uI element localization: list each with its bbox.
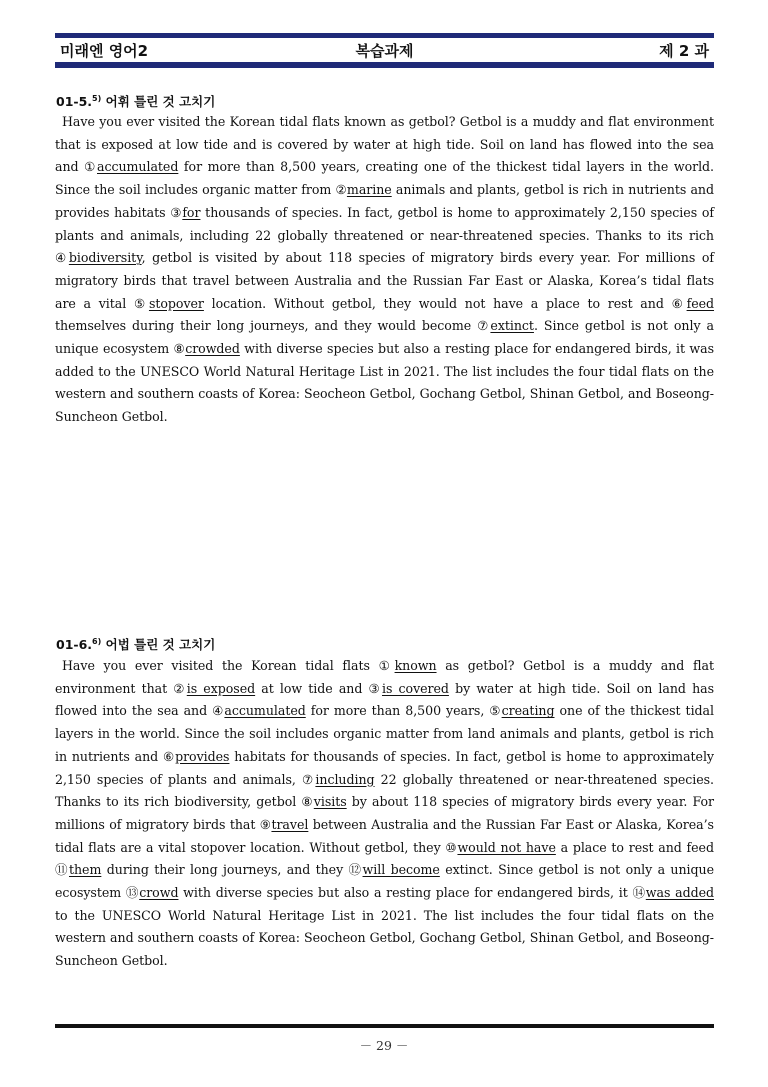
underlined-item: for: [182, 204, 201, 220]
assignment-title: 복습과제: [355, 42, 414, 60]
textbook-name: 미래엔 영어2: [60, 42, 149, 60]
passage-text: with diverse species but also a resting place for endangered birds, it: [178, 885, 633, 901]
passage-text: to the UNESCO World Natural Heritage List in 2021. The list includes the four tidal flats on the western and southern coasts of Korea: Seocheon Getbol, Gochang Getbol, Shinan Getbol, and Boseong-Suncheon Getbol.: [55, 907, 714, 969]
footer-rule: [55, 1024, 714, 1028]
page-header: [58, 40, 711, 62]
passage-text: a place to rest and feed: [555, 839, 714, 855]
underlined-item: visits: [313, 794, 347, 810]
underlined-item: biodiversity: [68, 250, 142, 266]
item-number: ①: [84, 159, 97, 175]
underlined-item: travel: [271, 816, 309, 832]
passage-text: habitats for thousands of species. In fact, getbol is home to approximately 2,150 species of plants and animals,: [55, 748, 714, 787]
passage-text: . Since getbol is not only a unique ecosystem: [55, 318, 714, 357]
item-number: ⑧: [173, 341, 186, 357]
underlined-item: accumulated: [224, 703, 306, 719]
section-heading: 어법 틀린 것 고치기: [105, 637, 216, 652]
passage-text: at low tide and: [255, 680, 369, 696]
passage-text: thousands of species. In fact, getbol is home to approximately 2,150 species of plants and animals, including 22 globally threatened or near-threatened species. Thanks to its rich: [55, 204, 714, 243]
passage-text: extinct. Since getbol is not only a unique ecosystem: [55, 862, 715, 901]
item-number: ⑧: [301, 794, 314, 810]
section-title: [56, 90, 215, 111]
item-number: ⑦: [477, 318, 491, 334]
passage-text: 22 globally threatened or near-threatened species. Thanks to its rich biodiversity, getbol: [55, 771, 715, 810]
passage-text: by water at high tide. Soil on land has flowed into the sea and: [55, 680, 715, 719]
item-number: ②: [335, 182, 347, 198]
item-number: ⑤: [489, 703, 502, 719]
underlined-item: was added: [645, 885, 715, 901]
passage-text: between Australia and the Russian Far East or Alaska, Korea’s tidal flats are a vital stopover location. Without getbol, they: [55, 816, 714, 855]
passage-text: as getbol? Getbol is a muddy and flat environment that: [55, 658, 714, 696]
passage-text: themselves during their long journeys, and they would become: [55, 318, 478, 334]
item-number: ⑪: [55, 862, 69, 878]
underlined-item: crowd: [139, 885, 179, 901]
underlined-item: feed: [686, 295, 715, 311]
passage-text: Have you ever visited the Korean tidal flats: [62, 658, 379, 673]
item-number: ⑦: [301, 771, 316, 787]
underlined-item: would not have: [457, 839, 556, 855]
section-title: [56, 633, 215, 654]
section-heading: 어휘 틀린 것 고치기: [105, 94, 216, 109]
item-number: ⑫: [348, 862, 363, 878]
passage-text: one of the thickest tidal layers in the world. Since the soil includes organic matter from land animals and plants, getbol is rich in nutrients and: [55, 703, 714, 764]
passage-text: by about 118 species of migratory birds every year. For millions of migratory birds that: [55, 794, 714, 832]
item-number: ⑭: [632, 885, 646, 901]
underlined-item: is covered: [382, 680, 449, 696]
passage-text: for more than 8,500 years, creating one of the thickest tidal layers in the world. Since the soil includes organic matter from: [55, 159, 715, 198]
header-top-rule: [55, 33, 714, 38]
page-number: － 29 －: [359, 1038, 409, 1053]
underlined-item: including: [315, 771, 375, 787]
passage-text: with diverse species but also a resting place for endangered birds, it was added to the UNESCO World Natural Heritage List in 2021. The list includes the four tidal flats on the western and southern coasts of Korea: Seocheon Getbol, Gochang Getbol, Shinan Getbol, and Boseong-Suncheon Getbol.: [55, 341, 715, 425]
item-number: ④: [212, 703, 225, 719]
footnote-marker: 6): [92, 637, 102, 646]
underlined-item: extinct: [490, 318, 534, 334]
item-number: ⑬: [125, 885, 140, 901]
header-bottom-rule: [55, 62, 714, 68]
item-number: ⑤: [133, 295, 149, 311]
section-number: 01-6.: [56, 637, 93, 652]
passage-text: , getbol is visited by about 118 species of migratory birds every year. For millions of migratory birds that travel between Australia and the Russian Far East or Alaska, Korea’s tidal flats are a vital: [55, 250, 714, 311]
passage-paragraph: [55, 111, 714, 429]
lesson-number: 제 2 과: [659, 42, 709, 60]
passage-text: animals and plants, getbol is rich in nutrients and provides habitats: [55, 182, 714, 220]
footnote-marker: 5): [92, 94, 102, 103]
item-number: ⑥: [162, 748, 176, 764]
passage-text: location. Without getbol, they would not have a place to rest and: [203, 295, 672, 311]
item-number: ⑨: [259, 816, 272, 832]
underlined-item: creating: [501, 703, 555, 719]
underlined-item: provides: [175, 748, 230, 764]
underlined-item: them: [68, 862, 102, 878]
item-number: ⑥: [671, 295, 687, 311]
passage-text: during their long journeys, and they: [101, 862, 349, 878]
underlined-item: known: [394, 658, 437, 673]
underlined-item: crowded: [185, 341, 240, 357]
passage-text: Have you ever visited the Korean tidal flats known as getbol? Getbol is a muddy and flat environment that is exposed at low tide and is covered by water at high tide. Soil on land has flowed into the sea and: [55, 114, 714, 175]
item-number: ③: [368, 680, 382, 696]
underlined-item: will become: [362, 862, 440, 878]
underlined-item: stopover: [148, 295, 204, 311]
underlined-item: accumulated: [97, 159, 179, 175]
item-number: ①: [378, 658, 395, 673]
section-number: 01-5.: [56, 94, 93, 109]
passage-paragraph: [55, 655, 714, 973]
item-number: ⑩: [445, 839, 458, 855]
passage-text: for more than 8,500 years,: [305, 703, 490, 719]
item-number: ②: [173, 680, 187, 696]
item-number: ④: [55, 250, 69, 266]
item-number: ③: [170, 204, 183, 220]
underlined-item: marine: [346, 182, 392, 198]
underlined-item: is exposed: [186, 680, 256, 696]
